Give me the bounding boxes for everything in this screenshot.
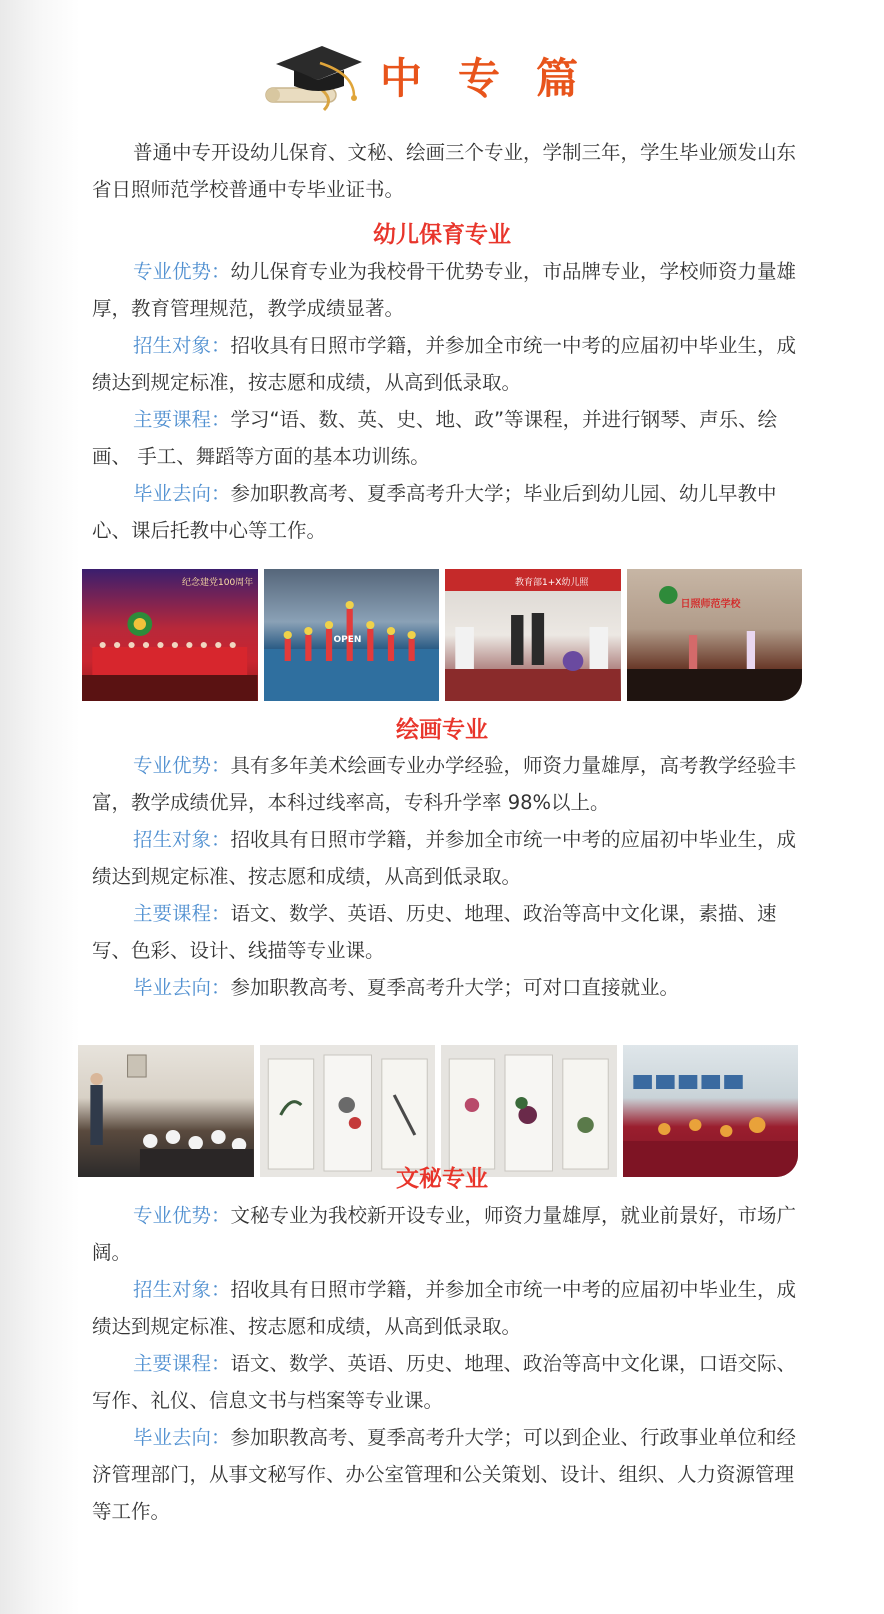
item-label: 毕业去向： <box>132 976 231 999</box>
childcare-courses <box>92 401 812 475</box>
item-text: 参加职教高考、夏季高考升大学；可对口直接就业。 <box>230 976 679 999</box>
item-label: 毕业去向： <box>132 1426 231 1449</box>
ink-paintings-icon <box>441 1045 617 1177</box>
item-text: 招收具有日照市学籍，并参加全市统一中考的应届初中毕业生，成绩达到规定标准、按志愿和成绩，从高到低录取。 <box>92 1278 796 1338</box>
photo-art-exhibit <box>623 1045 799 1177</box>
recital-scene-icon <box>627 569 803 701</box>
photo-ink-paintings-2 <box>441 1045 617 1177</box>
secretarial-target <box>92 1271 812 1345</box>
secretarial-advantage <box>92 1197 812 1271</box>
painting-advantage <box>92 747 812 821</box>
item-text: 参加职教高考、夏季高考升大学；可以到企业、行政事业单位和经济管理部门，从事文秘写作、办公室管理和公关策划、设计、组织、人力资源管理等工作。 <box>92 1426 796 1523</box>
item-text: 招收具有日照市学籍，并参加全市统一中考的应届初中毕业生，成绩达到规定标准，按志愿和成绩，从高到低录取。 <box>92 334 796 394</box>
ink-paintings-icon <box>260 1045 436 1177</box>
item-text: 招收具有日照市学籍，并参加全市统一中考的应届初中毕业生，成绩达到规定标准、按志愿和成绩，从高到低录取。 <box>92 828 796 888</box>
painting-photo-row <box>78 1045 798 1177</box>
graduation-cap-icon <box>262 38 372 116</box>
page-header <box>0 38 884 118</box>
exhibit-scene-icon <box>623 1045 799 1177</box>
item-text: 具有多年美术绘画专业办学经验，师资力量雄厚，高考教学经验丰富，教学成绩优异，本科过线率高，专科升学率 98%以上。 <box>92 754 796 814</box>
secretarial-career <box>92 1419 812 1530</box>
item-text: 学习“语、数、英、史、地、政”等课程，并进行钢琴、声乐、绘画、 手工、舞蹈等方面的基本功训练。 <box>92 408 778 468</box>
item-text: 幼儿保育专业为我校骨干优势专业，市品牌专业，学校师资力量雄厚，教育管理规范，教学成绩显著。 <box>92 260 796 320</box>
item-text: 参加职教高考、夏季高考升大学；毕业后到幼儿园、幼儿早教中心、课后托教中心等工作。 <box>92 482 777 542</box>
photo-caption: 教育部1+X幼儿照 <box>515 578 589 588</box>
section-title-childcare: 幼儿保育专业 <box>373 222 511 248</box>
choir-scene-icon <box>82 569 258 701</box>
painting-courses <box>92 895 812 969</box>
secretarial-courses <box>92 1345 812 1419</box>
item-label: 主要课程： <box>132 408 231 431</box>
photo-gymnastics <box>264 569 440 701</box>
photo-skill-contest <box>445 569 621 701</box>
painting-career <box>92 969 812 1006</box>
item-label: 招生对象： <box>132 334 231 357</box>
painting-target <box>92 821 812 895</box>
childcare-advantage <box>92 253 812 327</box>
photo-ink-paintings-1 <box>260 1045 436 1177</box>
item-label: 专业优势： <box>132 260 231 283</box>
photo-choir <box>82 569 258 701</box>
item-label: 专业优势： <box>132 754 231 777</box>
item-label: 主要课程： <box>132 902 231 925</box>
photo-caption: OPEN <box>333 635 362 645</box>
item-label: 招生对象： <box>132 828 231 851</box>
item-text: 文秘专业为我校新开设专业，师资力量雄厚，就业前景好，市场广阔。 <box>92 1204 796 1264</box>
section-title-secretarial: 文秘专业 <box>396 1166 488 1192</box>
item-label: 专业优势： <box>132 1204 231 1227</box>
childcare-photo-row <box>82 569 802 701</box>
classroom-scene-icon <box>78 1045 254 1177</box>
item-text: 语文、数学、英语、历史、地理、政治等高中文化课，素描、速写、色彩、设计、线描等专业课。 <box>92 902 777 962</box>
item-label: 主要课程： <box>132 1352 231 1375</box>
section-title-painting: 绘画专业 <box>396 717 488 743</box>
photo-classroom <box>78 1045 254 1177</box>
photo-caption: 日照师范学校 <box>680 599 741 610</box>
item-label: 招生对象： <box>132 1278 231 1301</box>
photo-caption: 纪念建党100周年 <box>182 578 254 588</box>
childcare-target <box>92 327 812 401</box>
childcare-career <box>92 475 812 549</box>
intro-paragraph: 普通中专开设幼儿保育、文秘、绘画三个专业，学制三年，学生毕业颁发山东省日照师范学校普通中专毕业证书。 <box>92 141 796 201</box>
photo-recital <box>627 569 803 701</box>
contest-scene-icon <box>445 569 621 701</box>
item-label: 毕业去向： <box>132 482 231 505</box>
item-text: 语文、数学、英语、历史、地理、政治等高中文化课，口语交际、写作、礼仪、信息文书与档案等专业课。 <box>92 1352 796 1412</box>
page-title: 中专篇 <box>380 54 615 103</box>
